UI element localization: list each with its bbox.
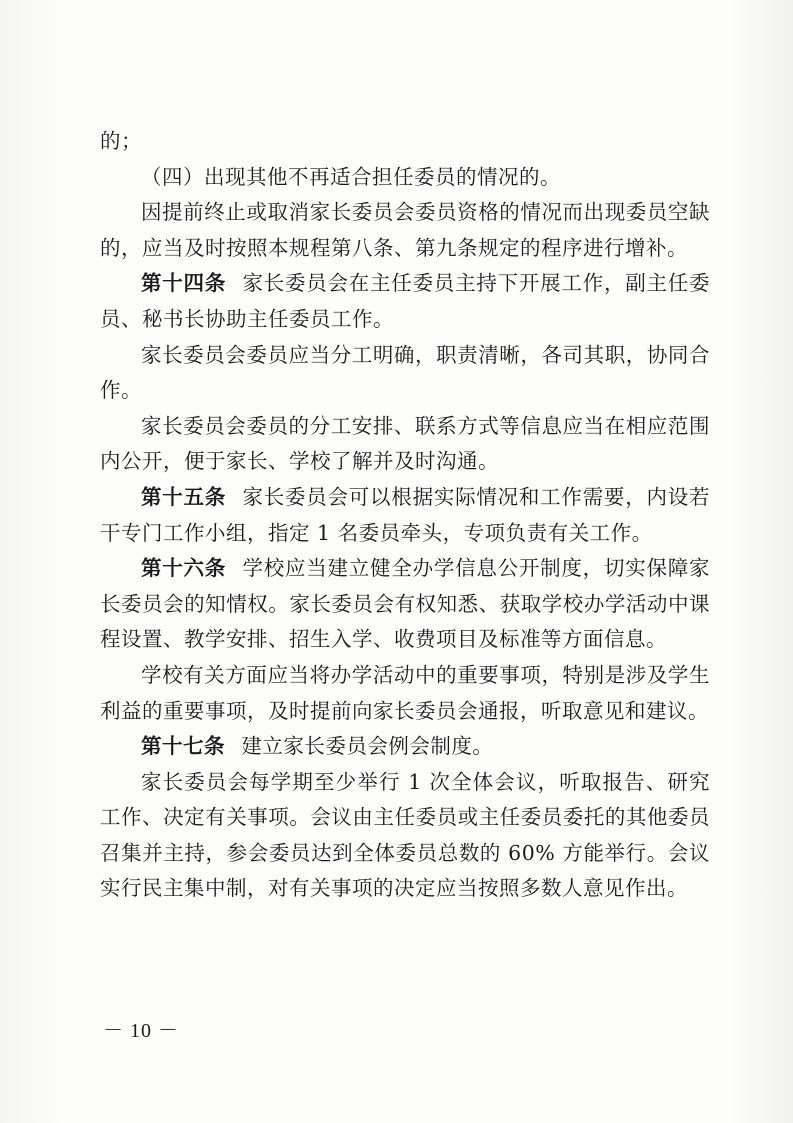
paragraph-text: 的； [100,129,142,153]
paragraph-text: 建立家长委员会例会制度。 [241,734,494,759]
paragraph [100,195,710,266]
paragraph [100,765,710,907]
article-paragraph [100,551,710,658]
article-number: 第十四条 [141,271,227,296]
article-number: 第十六条 [141,556,227,581]
paragraph-text: （四）出现其他不再适合担任委员的情况的。 [141,164,561,189]
paragraph-text: 家长委员会每学期至少举行 1 次全体会议，听取报告、研究工作、决定有关事项。会议由主任委员或主任委员委托的其他委员召集并主持，参会委员达到全体委员总数的 60% 方能举行。会议实行民主集中制，对有关事项的决定应当按照多数人意见作出。 [100,769,710,901]
article-paragraph [100,480,710,551]
paragraph [100,124,710,160]
article-paragraph [100,729,710,765]
paragraph-text: 因提前终止或取消家长委员会委员资格的情况而出现委员空缺的，应当及时按照本规程第八条、第九条规定的程序进行增补。 [100,200,710,260]
document-body [100,124,710,907]
article-number: 第十五条 [141,484,227,509]
page-number: － 10 － [103,1020,179,1042]
paragraph-text: 学校有关方面应当将办学活动中的重要事项，特别是涉及学生利益的重要事项，及时提前向家长委员会通报，听取意见和建议。 [100,662,710,723]
paragraph-text: 家长委员会委员应当分工明确，职责清晰，各司其职，协同合作。 [100,342,710,403]
paragraph [100,409,710,480]
paragraph-text: 学校应当建立健全办学信息公开制度，切实保障家长委员会的知情权。家长委员会有权知悉、获取学校办学活动中课程设置、教学安排、招生入学、收费项目及标准等方面信息。 [100,556,711,652]
paragraph [100,160,710,196]
paragraph-text: 家长委员会委员的分工安排、联系方式等信息应当在相应范围内公开，便于家长、学校了解并及时沟通。 [100,413,710,474]
paragraph-text: 家长委员会在主任委员主持下开展工作，副主任委员、秘书长协助主任委员工作。 [100,271,711,331]
paragraph [100,658,710,729]
paragraph [100,338,710,409]
paragraph-text: 家长委员会可以根据实际情况和工作需要，内设若干专门工作小组，指定 1 名委员牵头，专项负责有关工作。 [100,484,711,545]
article-paragraph [100,266,710,337]
article-number: 第十七条 [141,734,225,759]
